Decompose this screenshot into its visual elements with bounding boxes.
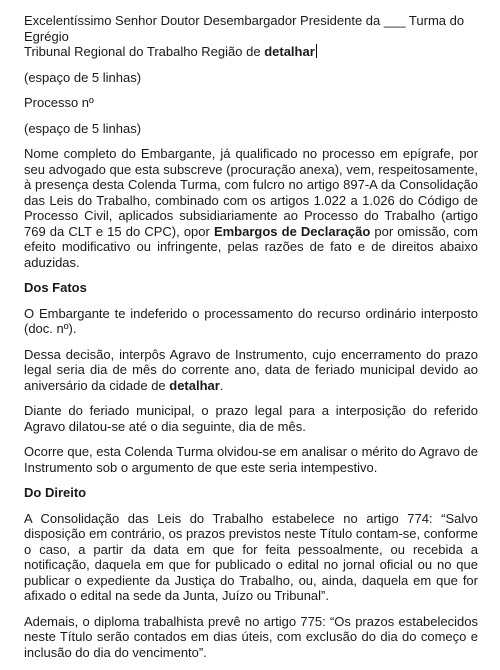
document-page	[24, 13, 478, 670]
fatos-paragraph-3: Diante do feriado municipal, o prazo legal para a interposição do referido Agravo dilatou-se até o dia seguinte, dia de mês.	[24, 403, 478, 434]
addressee-header	[24, 13, 478, 60]
header-line-1: Excelentíssimo Senhor Doutor Desembargador Presidente da ___ Turma do Egrégio	[24, 13, 465, 44]
spacer-note-2: (espaço de 5 linhas)	[24, 120, 142, 136]
spacer-note-1: (espaço de 5 linhas)	[24, 69, 142, 85]
direito-paragraph-2: Ademais, o diploma trabalhista prevê no artigo 775: “Os prazos estabelecidos neste Título serão contados em dias úteis, com exclusão do dia do começo e inclusão do dia do vencimento”.	[24, 613, 478, 660]
header-placeholder-detalhar: detalhar	[264, 44, 315, 59]
direito-paragraph-1: A Consolidação das Leis do Trabalho estabelece no artigo 774: “Salvo disposição em contrário, os prazos previstos neste Título contam-se, conforme o caso, a partir da data em que for feita pessoalmente, ou recebida a notificação, daquela em que for publicado o edital no jornal oficial ou no que publicar o expediente da Justiça do Trabalho, ou, ainda, daquela em que for afixado o edital na sede da Junta, Juízo ou Tribunal”.	[24, 510, 478, 603]
intro-bold-embargos: Embargos de Declaração	[213, 223, 371, 239]
fatos-paragraph-1: O Embargante te indeferido o processamento do recurso ordinário interposto (doc. nº).	[24, 305, 478, 336]
header-line-2: Tribunal Regional do Trabalho Região de	[24, 44, 265, 59]
text-cursor	[316, 44, 317, 58]
fatos-paragraph-2	[24, 347, 478, 394]
section-title-direito: Do Direito	[24, 485, 87, 500]
intro-text-2: por omissão, com efeito modificativo ou infringente, pelas razões de fato e de direitos abaixo aduzidas.	[24, 223, 478, 270]
section-title-fatos: Dos Fatos	[24, 280, 87, 295]
fatos-p2-bold-detalhar: detalhar	[169, 377, 220, 393]
intro-text-1: Nome completo do Embargante, já qualificado no processo em epígrafe, por seu advogado que esta subscreve (procuração anexa), vem, respeitosamente, à presença desta Colenda Turma, com fulcro no artigo 897-A da Consolidação das Leis do Trabalho, combinado com os artigos 1.022 a 1.026 do Código de Processo Civil, aplicados subsidiariamente ao Processo do Trabalho (artigo 769 da CLT e 15 do CPC), opor	[24, 146, 478, 239]
intro-paragraph	[24, 146, 478, 270]
fatos-paragraph-4: Ocorre que, esta Colenda Turma olvidou-se em analisar o mérito do Agravo de Instrumento sob o argumento de que este seria intempestivo.	[24, 444, 478, 475]
process-number: Processo nº	[24, 95, 94, 110]
fatos-p2-text: Dessa decisão, interpôs Agravo de Instrumento, cujo encerramento do prazo legal seria dia de mês do corrente ano, data de feriado municipal devido ao aniversário da cidade de	[24, 346, 478, 393]
fatos-p2-end: .	[219, 377, 224, 393]
